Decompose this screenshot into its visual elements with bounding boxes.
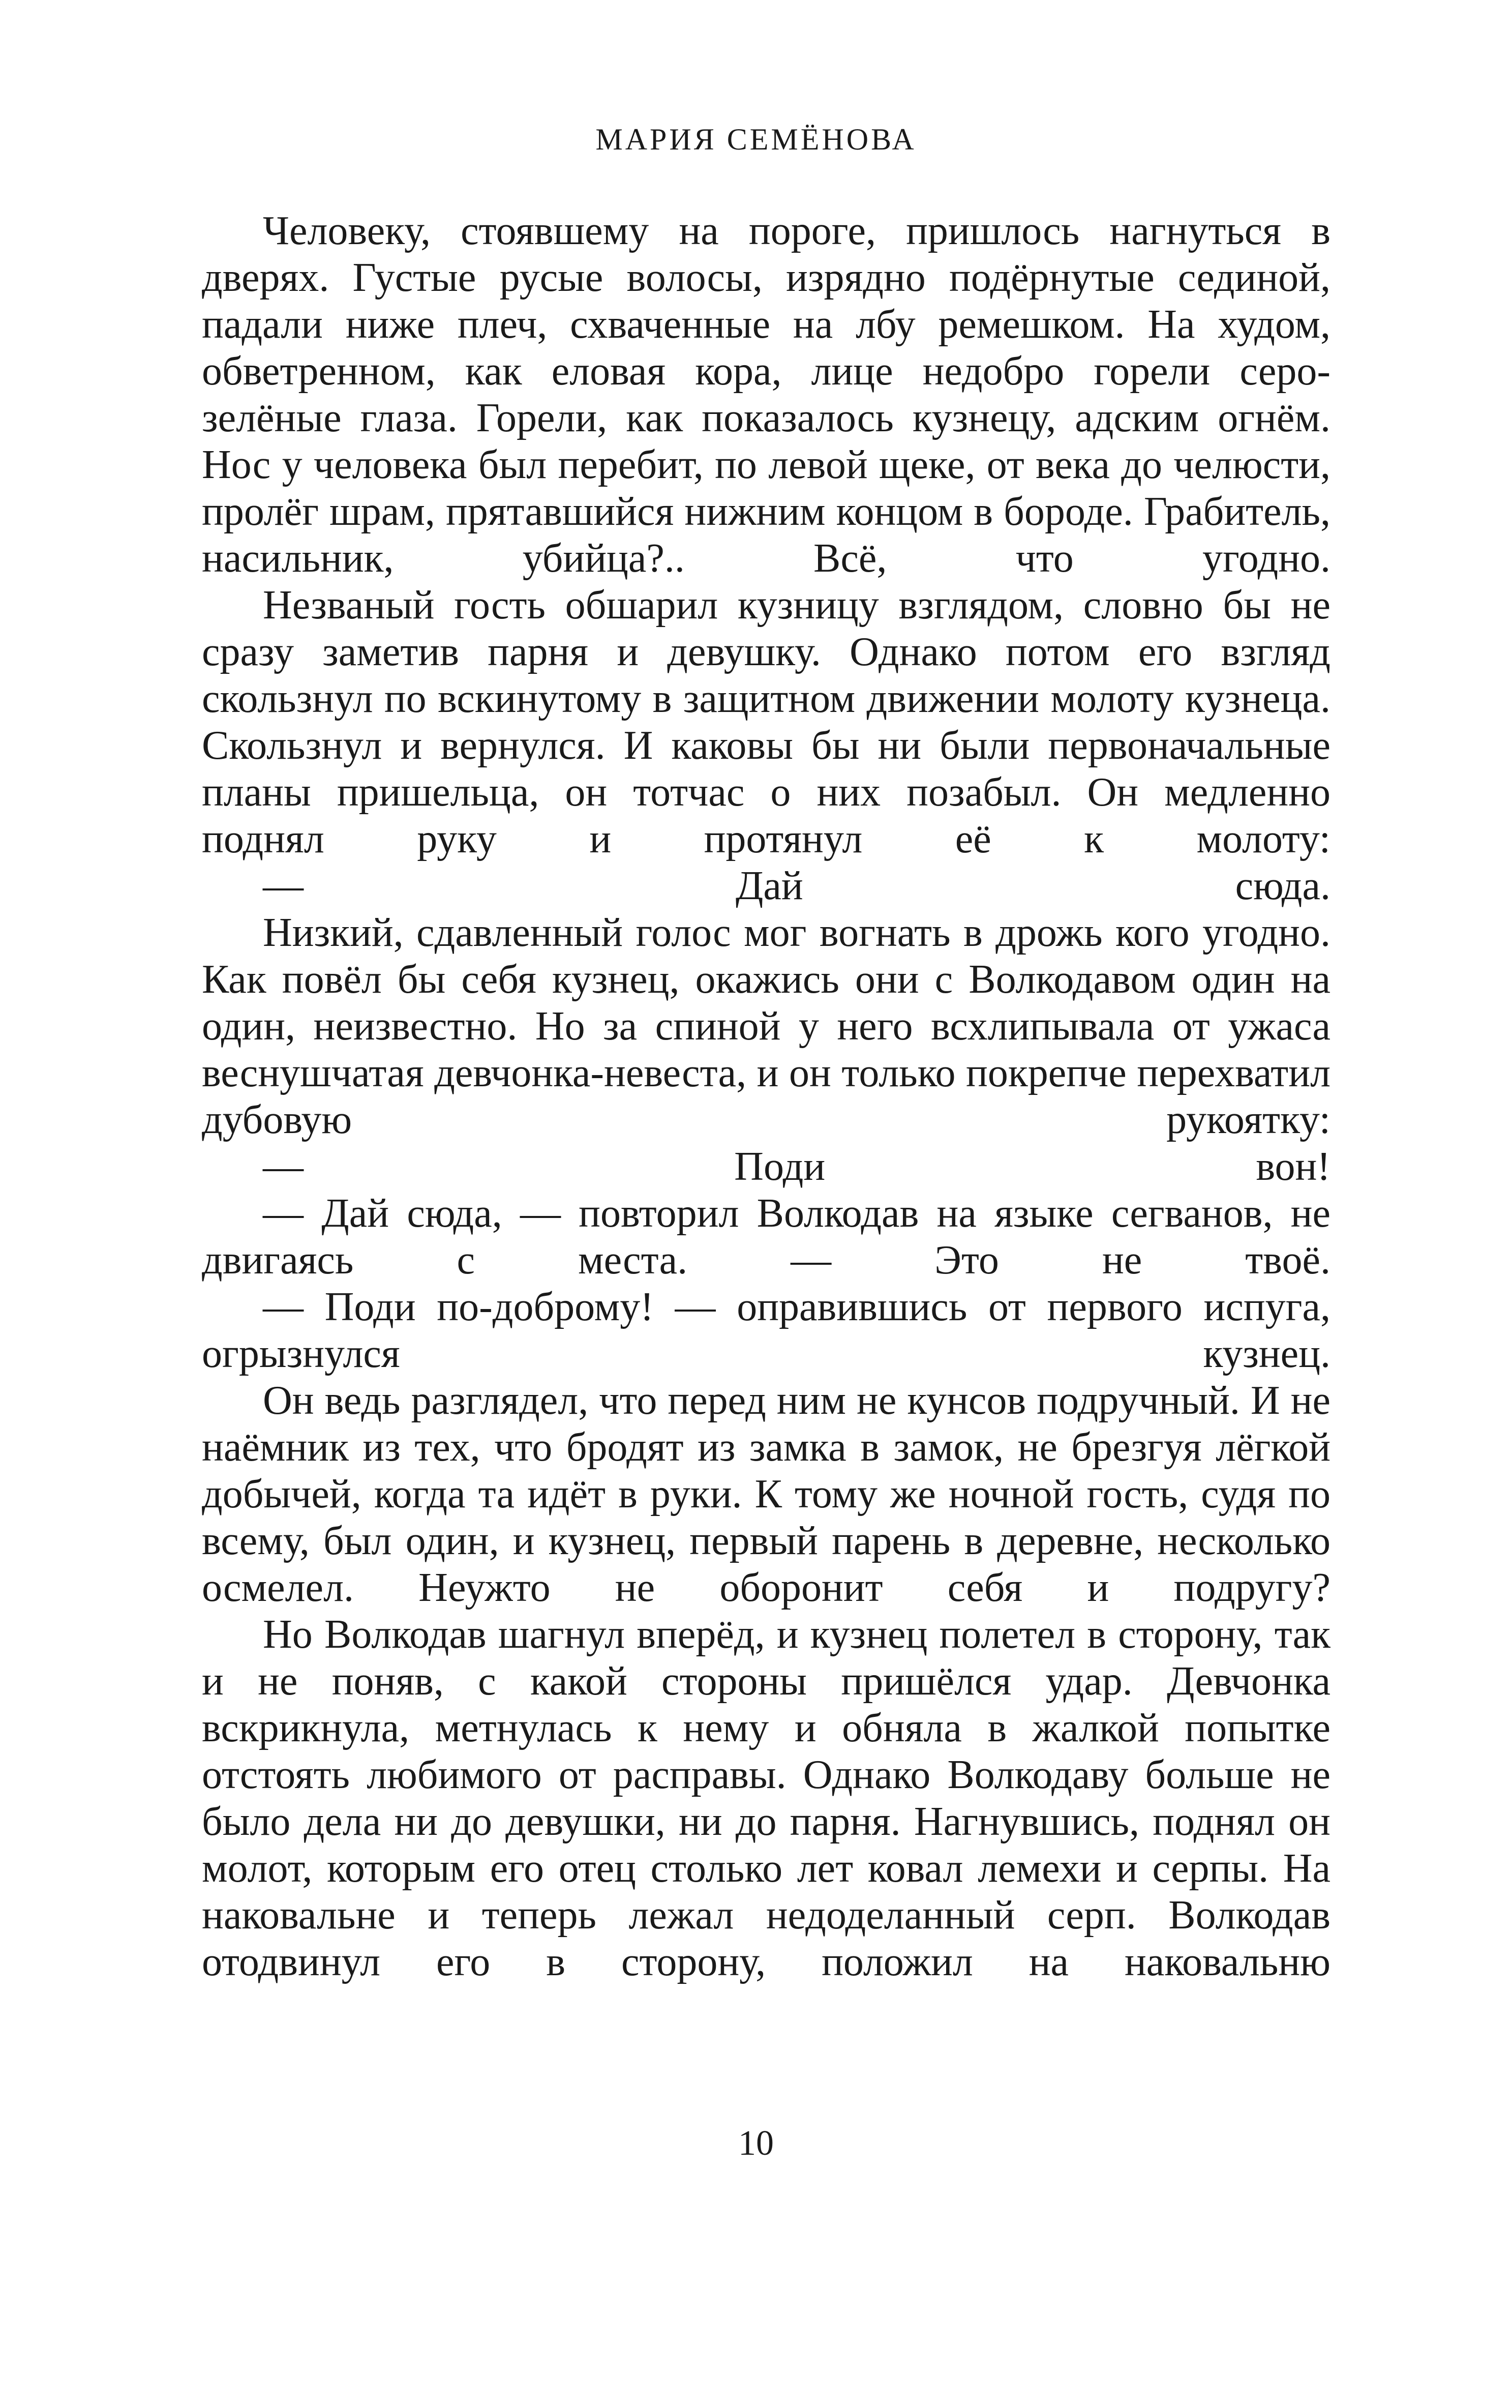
paragraph: Незваный гость обшарил кузницу взглядом, словно бы не сразу заметив парня и девушку. Однако потом его взгляд скользнул по вскинутому в защитном движении молоту кузнеца. Скользнул и вернулся. И каковы бы ни были первоначальные планы пришельца, он тотчас о них позабыл. Он медленно поднял руку и протянул её к молоту: — [202, 583, 1330, 861]
paragraph: Человеку, стоявшему на пороге, пришлось нагнуться в дверях. Густые русые волосы, изрядно подёрнутые сединой, падали ниже плеч, схваченные на лбу ремешком. На худом, обветренном, как еловая кора, лице недобро горели серо-зелёные глаза. Горели, как показалось кузнецу, адским огнём. Нос у человека был перебит, по левой щеке, от века до челюсти, пролёг шрам, прятавшийся нижним концом в бороде. Грабитель, насильник, убийца?.. Всё, что угодно. — [202, 209, 1330, 581]
dialogue-line: — Поди вон! — [263, 1144, 1330, 1189]
dialogue-line: — Дай сюда, — повторил Волкодав на языке сегванов, не двигаясь с места. — Это не твоё. — [202, 1191, 1330, 1283]
running-head: МАРИЯ СЕМЁНОВА — [595, 123, 917, 156]
paragraph: Он ведь разглядел, что перед ним не кунсов подручный. И не наёмник из тех, что бродят из замка в замок, не брезгуя лёгкой добычей, когда та идёт в руки. К тому же ночной гость, судя по всему, был один, и кузнец, первый парень в деревне, несколько осмелел. Неужто не оборонит себя и подругу? — [202, 1378, 1330, 1610]
dialogue-line: — Дай сюда. — [263, 864, 1330, 908]
page-number: 10 — [738, 2124, 774, 2163]
dialogue-line: — Поди по-доброму! — оправившись от первого испуга, огрызнулся кузнец. — [202, 1285, 1330, 1376]
body-text — [202, 207, 1330, 1985]
paragraph: Низкий, сдавленный голос мог вогнать в дрожь кого угодно. Как повёл бы себя кузнец, окажись они с Волкодавом один на один, неизвестно. Но за спиной у него всхлипывала от ужаса веснушчатая девчонка-невеста, и он только покрепче перехватил дубовую рукоятку: — [202, 910, 1330, 1142]
paragraph: Но Волкодав шагнул вперёд, и кузнец полетел в сторону, так и не поняв, с какой стороны пришёлся удар. Девчонка вскрикнула, метнулась к нему и обняла в жалкой попытке отстоять любимого от расправы. Однако Волкодаву больше не было дела ни до девушки, ни до парня. Нагнувшись, поднял он молот, которым его отец столько лет ковал лемехи и серпы. На наковальне и теперь лежал недоделанный серп. Волкодав отодвинул его в сторону, положил на наковальню — [202, 1612, 1330, 1984]
